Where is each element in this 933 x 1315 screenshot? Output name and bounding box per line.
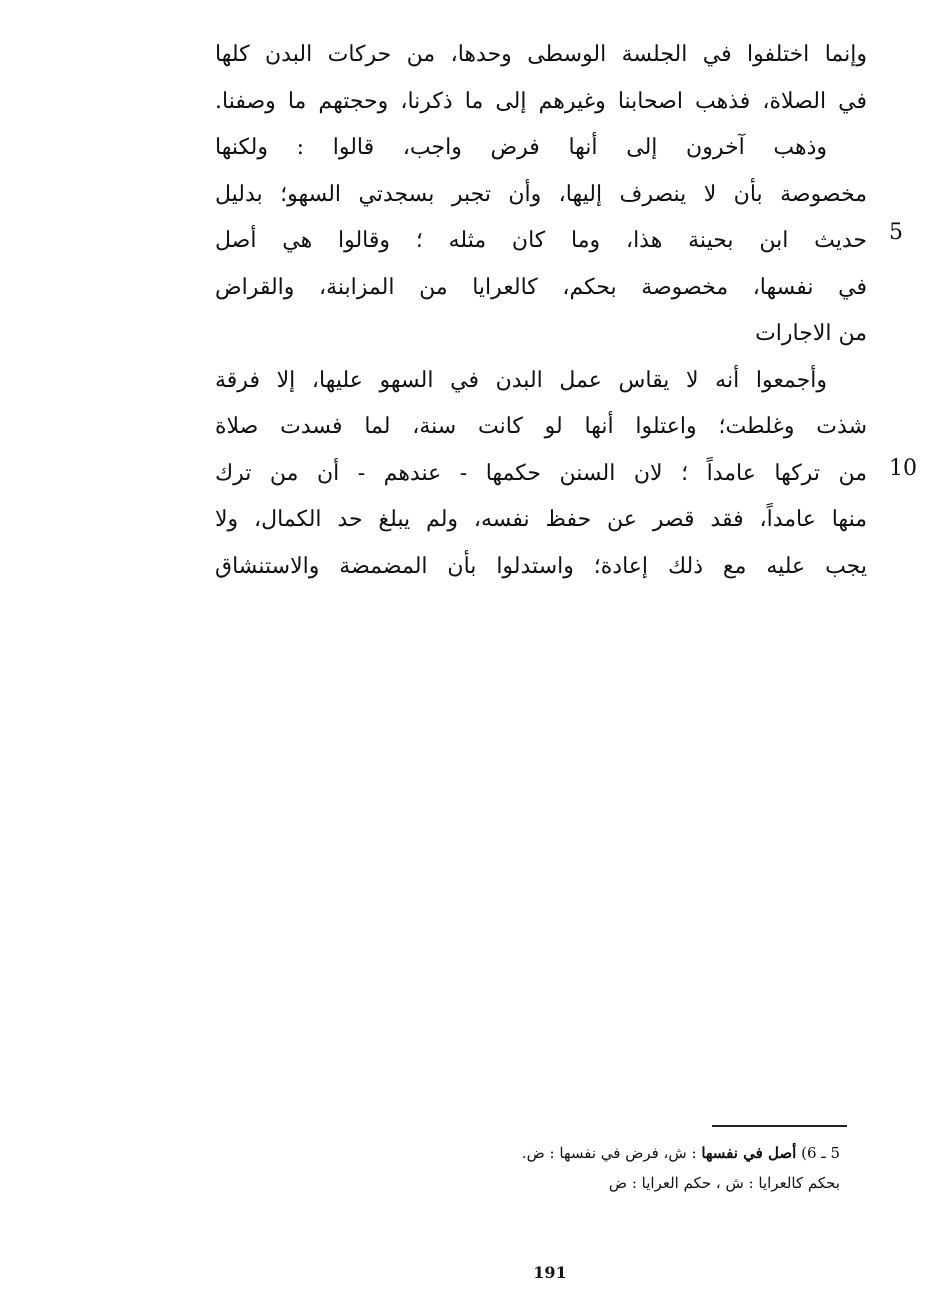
footnote-1-text: : ش، فرض في نفسها : ض. [521, 1144, 697, 1162]
line-number-10: 10 [889, 456, 917, 481]
text-line-3: وذهب آخرون إلى أنها فرض واجب، قالوا : ولكنها [215, 135, 827, 160]
text-line-1: وإنما اختلفوا في الجلسة الوسطى وحدها، من حركات البدن كلها [215, 42, 867, 67]
text-line-12: يجب عليه مع ذلك إعادة؛ واستدلوا بأن المضمضة والاستنشاق [215, 553, 867, 579]
text-line-6: في نفسها، مخصوصة بحكم، كالعرايا من المزابنة، والقراض [215, 274, 867, 300]
main-text [215, 32, 867, 590]
text-line-9: شذت وغلطت؛ واعتلوا أنها لو كانت سنة، لما فسدت صلاة [215, 414, 867, 439]
text-line-8: وأجمعوا أنه لا يقاس عمل البدن في السهو عليها، إلا فرقة [215, 367, 827, 393]
text-line-10: من تركها عامداً ؛ لان السنن حكمها - عندهم - أن من ترك [215, 460, 867, 486]
footnote-1 [300, 1138, 840, 1168]
text-line-11: منها عامداً، فقد قصر عن حفظ نفسه، ولم يبلغ حد الكمال، ولا [215, 507, 867, 532]
text-line-7: من الاجارات [755, 321, 867, 346]
text-line-2: في الصلاة، فذهب اصحابنا وغيرهم إلى ما ذكرنا، وحجتهم ما وصفنا. [215, 88, 867, 114]
line-number-5: 5 [889, 220, 903, 245]
footnote-2: بحكم كالعرايا : ش ، حكم العرايا : ض [608, 1174, 840, 1192]
footnote-1-lemma: أصل في نفسها [701, 1144, 797, 1162]
footnote-divider [712, 1125, 847, 1127]
page-number: 191 [533, 1263, 567, 1282]
footnote-1-ref: 5 ـ 6) [801, 1144, 840, 1162]
footnotes [300, 1138, 840, 1198]
text-line-5: حديث ابن بحينة هذا، وما كان مثله ؛ وقالوا هي أصل [215, 228, 867, 253]
text-line-4: مخصوصة بأن لا ينصرف إليها، وأن تجبر بسجدتي السهو؛ بدليل [215, 181, 867, 207]
